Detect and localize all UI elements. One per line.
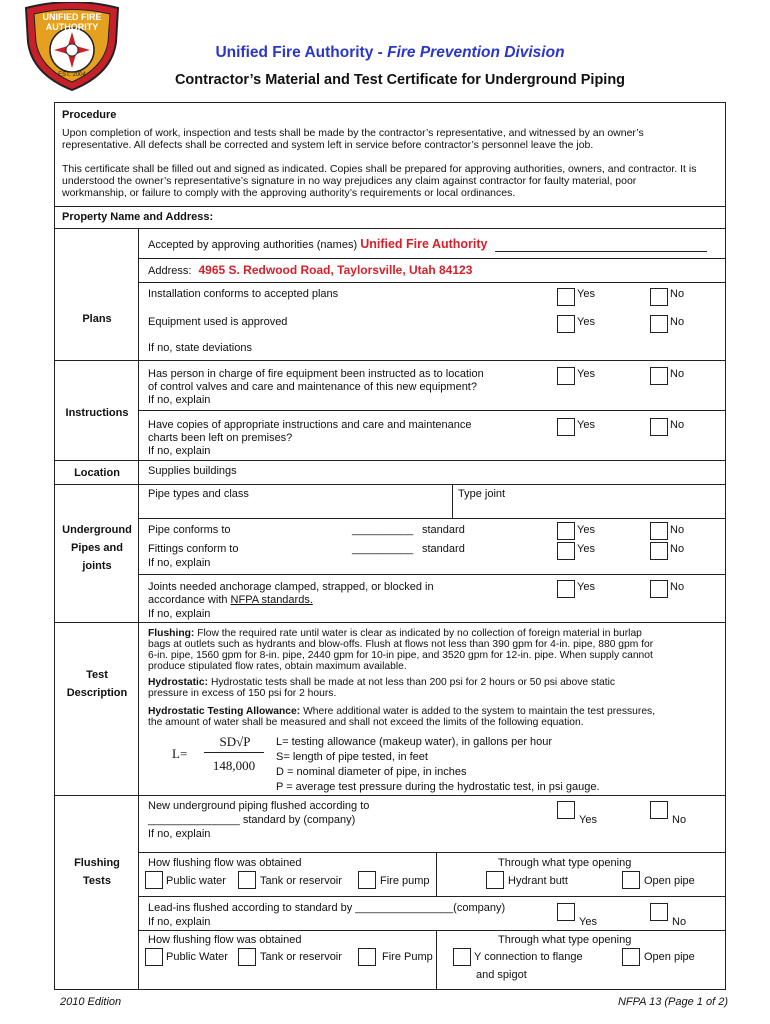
joints-yes-checkbox[interactable] [557,580,575,598]
through-type: Through what type opening [498,857,632,869]
fire-pump-2-checkbox[interactable] [358,948,376,966]
leadins-l1: Lead-ins flushed according to standard by ________________(company) [148,902,506,914]
public-water-2-label: Public Water [166,951,228,963]
title-division: Fire Prevention Division [387,44,565,61]
def-P: P = average test pressure during the hydrostatic test, in psi gauge. [276,781,600,793]
plans-q3: If no, state deviations [148,342,252,354]
location-label: Location [74,467,120,479]
fire-pump-checkbox[interactable] [358,871,376,889]
hydrant-butt-label: Hydrant butt [508,875,568,887]
open-pipe-2-label: Open pipe [644,951,695,963]
equation-denominator: 148,000 [212,758,256,773]
type-joint: Type joint [458,488,506,500]
footer-page: NFPA 13 (Page 1 of 2) [617,996,728,1008]
no-label: No [670,316,685,328]
no-label: No [670,524,685,536]
fire-pump-2-label: Fire Pump [382,951,433,963]
fire-pump-label: Fire pump [380,875,430,887]
yes-label: Yes [577,288,595,300]
equation-numerator: SD√P [219,734,251,749]
underground-label-l2: Pipes and [71,542,123,554]
equation-L: L= [172,746,188,761]
procedure-p1: Upon completion of work, inspection and tests shall be made by the contractor’s representative, and witnessed by an owner’s representative. All defects shall be corrected and system left in service before contractor’s personnel leave the job. [62,127,644,151]
joints-l1: Joints needed anchorage clamped, strapped, or blocked in [148,581,434,593]
joints-l2: accordance with NFPA standards. [148,594,313,606]
no-label: No [670,543,685,555]
def-S: S= length of pipe tested, in feet [276,751,428,763]
through-type-2: Through what type opening [498,934,632,946]
pipe-conforms: Pipe conforms to [148,524,231,536]
instructions-q1-l2: of control valves and care and maintenance of this new equipment? [148,381,477,393]
equation-bar [204,752,264,753]
fittings-blank[interactable]: __________ [352,543,414,555]
no-label: No [672,916,687,928]
how-obtained-2: How flushing flow was obtained [148,934,302,946]
hydrostatic-text: Hydrostatic: Hydrostatic tests shall be made at not less than 200 psi for 2 hours or 50 psi above static pressure in excess of 150 psi for 2 hours. [148,677,616,699]
fittings-no-checkbox[interactable] [650,542,668,560]
accepted-row: Accepted by approving authorities (names) Unified Fire Authority [148,238,720,252]
joints-no-checkbox[interactable] [650,580,668,598]
plans-q1-yes-checkbox[interactable] [557,288,575,306]
plans-q2-no-checkbox[interactable] [650,315,668,333]
hydrant-butt-checkbox[interactable] [486,871,504,889]
accepted-value[interactable]: Unified Fire Authority [360,237,488,251]
public-water-label: Public water [166,875,226,887]
yes-label: Yes [577,419,595,431]
how-obtained: How flushing flow was obtained [148,857,302,869]
fittings-yes-checkbox[interactable] [557,542,575,560]
flushed-q1-l1: New underground piping flushed according to [148,800,370,812]
y-connection-checkbox[interactable] [453,948,471,966]
instructions-q1-l1: Has person in charge of fire equipment been instructed as to location [148,368,484,380]
underground-label-l1: Underground [62,524,132,536]
pipe-conforms-yes-checkbox[interactable] [557,522,575,540]
plans-q1: Installation conforms to accepted plans [148,288,339,300]
leadins-yes-checkbox[interactable] [557,903,575,921]
no-label: No [672,814,687,826]
leadins-no-checkbox[interactable] [650,903,668,921]
flushed-q1-l2[interactable]: _______________ standard by (company) [148,814,356,826]
flushing-tests-label-l1: Flushing [74,857,120,869]
instructions-q1-yes-checkbox[interactable] [557,367,575,385]
instructions-q1-l3: If no, explain [148,394,211,406]
tank-reservoir-label: Tank or reservoir [260,875,342,887]
supplies-buildings: Supplies buildings [148,465,237,477]
property-heading: Property Name and Address: [62,211,214,223]
page-subtitle: Contractor’s Material and Test Certificate for Underground Piping [174,72,626,88]
yes-label: Yes [577,368,595,380]
no-label: No [670,288,685,300]
instructions-q1-no-checkbox[interactable] [650,367,668,385]
nfpa-standards-link[interactable]: NFPA standards. [230,594,313,606]
logo-text: UNIFIED FIRE AUTHORITY [42,12,102,32]
public-water-2-checkbox[interactable] [145,948,163,966]
logo-sub: EST. 2004 [58,72,86,78]
instructions-q2-l3: If no, explain [148,445,211,457]
flushing-tests-label-l2: Tests [83,875,111,887]
yes-label: Yes [577,524,595,536]
def-L: L= testing allowance (makeup water), in gallons per hour [276,736,553,748]
instructions-q2-l2: charts been left on premises? [148,432,293,444]
test-label-l2: Description [66,687,128,699]
flushed-no-checkbox[interactable] [650,801,668,819]
procedure-p2: This certificate shall be filled out and signed as indicated. Copies shall be prepared for approving authorities, owners, and contractor. It is understood the owner’s representative’s signature in no way prejudices any claim against contractor for faulty material, poor workmanship, or failure to comply with the approving authority’s requirements or local ordinances. [62,163,697,199]
yes-label: Yes [577,543,595,555]
flushing-text: Flushing: Flow the required rate until water is clear as indicated by no collection of foreign material in burlap bags at outlets such as hydrants and blow-offs. Flush at flows not less than 390 gpm for 4-in. pipe, 880 gpm for 6-in. pipe, 1560 gpm for 8-in. pipe, 2440 gpm for 10-in pipe, and 3520 gpm for 12-in. pipe. When supply cannot produce stipulated flow rates, obtain maximum available. [148,628,654,672]
yes-label: Yes [577,581,595,593]
footer-edition: 2010 Edition [60,996,122,1008]
flushed-yes-checkbox[interactable] [557,801,575,819]
tank-reservoir-2-label: Tank or reservoir [260,951,342,963]
open-pipe-label: Open pipe [644,875,695,887]
joints-l3: If no, explain [148,608,211,620]
pipe-types: Pipe types and class [148,488,249,500]
open-pipe-2-checkbox[interactable] [622,948,640,966]
yes-label: Yes [579,916,597,928]
y-connection-l2: and spigot [476,969,527,981]
pipe-conforms-no-checkbox[interactable] [650,522,668,540]
allowance-text: Hydrostatic Testing Allowance: Where additional water is added to the system to maintain the test pressures, the amount of water shall be measured and shall not exceed the limits of the following equation. [148,706,656,728]
leadins-l2: If no, explain [148,916,211,928]
open-pipe-checkbox[interactable] [622,871,640,889]
yes-label: Yes [579,814,597,826]
def-D: D = nominal diameter of pipe, in inches [276,766,467,778]
tank-reservoir-checkbox[interactable] [238,871,256,889]
no-label: No [670,581,685,593]
no-label: No [670,368,685,380]
page-title: Unified Fire Authority - Fire Prevention Division [215,44,565,61]
fittings-conform: Fittings conform to [148,543,239,555]
instructions-q2-no-checkbox[interactable] [650,418,668,436]
public-water-checkbox[interactable] [145,871,163,889]
y-connection-l1: Y connection to flange [474,951,583,963]
no-label: No [670,419,685,431]
flushed-q1-l3: If no, explain [148,828,211,840]
plans-label: Plans [82,313,112,325]
yes-label: Yes [577,316,595,328]
standard-label: standard [422,524,465,536]
plans-q2-yes-checkbox[interactable] [557,315,575,333]
standard-label: standard [422,543,465,555]
pipe-conforms-blank[interactable]: __________ [352,524,414,536]
instructions-q2-yes-checkbox[interactable] [557,418,575,436]
underground-label-l3: joints [82,560,112,572]
instructions-q2-l1: Have copies of appropriate instructions and care and maintenance [148,419,472,431]
plans-q2: Equipment used is approved [148,316,288,328]
if-no-explain: If no, explain [148,557,211,569]
instructions-label: Instructions [65,407,129,419]
address-row: Address: 4965 S. Redwood Road, Taylorsville, Utah 84123 [148,263,473,277]
plans-q1-no-checkbox[interactable] [650,288,668,306]
address-value[interactable]: 4965 S. Redwood Road, Taylorsville, Utah 84123 [198,263,473,277]
tank-reservoir-2-checkbox[interactable] [238,948,256,966]
procedure-heading: Procedure [62,109,117,121]
test-label-l1: Test [86,669,108,681]
